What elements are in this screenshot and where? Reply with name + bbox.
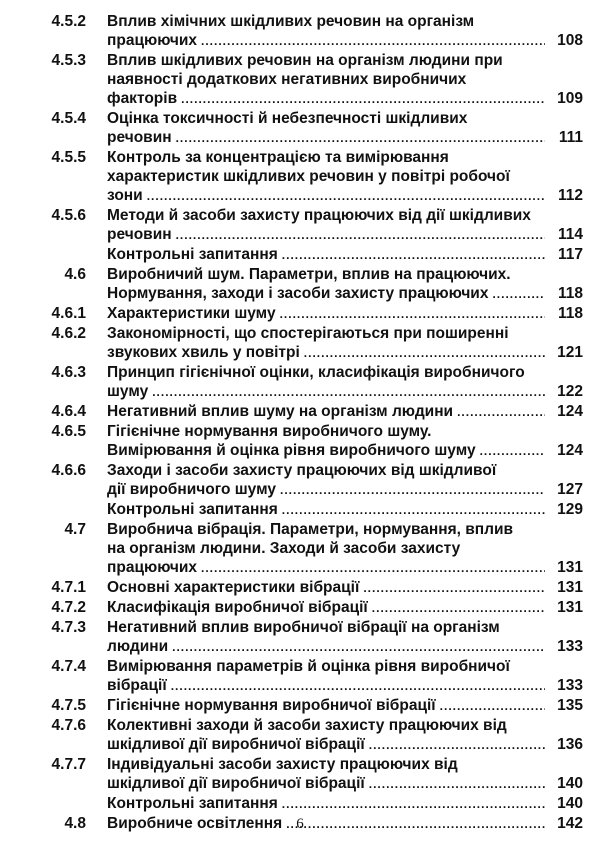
title-last-line bbox=[107, 402, 583, 422]
title-line: Колективні заходи й засоби захисту працюючих від bbox=[107, 717, 507, 734]
section-number: 4.6.2 bbox=[51, 325, 86, 342]
page-ref: 136 bbox=[557, 736, 583, 753]
title-last-line bbox=[107, 558, 583, 578]
title-line: Методи й засоби захисту працюючих від дії шкідливих bbox=[107, 207, 531, 224]
title-line: шкідливої дії виробничої вібрації bbox=[107, 736, 365, 753]
dot-leader bbox=[152, 383, 545, 402]
page-ref: 133 bbox=[557, 638, 583, 655]
section-title bbox=[107, 520, 583, 578]
dot-leader bbox=[171, 677, 545, 696]
section-title bbox=[107, 500, 583, 520]
title-line: шкідливої дії виробничої вібрації bbox=[107, 775, 365, 792]
toc-entry bbox=[0, 304, 600, 324]
title-last-line bbox=[107, 774, 583, 794]
page-ref: 118 bbox=[557, 305, 583, 322]
title-last-line bbox=[107, 676, 583, 696]
toc-entry bbox=[0, 109, 600, 148]
title-last-line bbox=[107, 480, 583, 500]
page-ref: 124 bbox=[557, 403, 583, 420]
toc-entry bbox=[0, 794, 600, 814]
page-ref: 131 bbox=[557, 579, 583, 596]
title-line: вібрації bbox=[107, 677, 167, 694]
section-number: 4.5.2 bbox=[51, 13, 86, 30]
section-title bbox=[107, 578, 583, 598]
dot-leader bbox=[282, 501, 545, 520]
title-line: Вплив шкідливих речовин на організм людини при bbox=[107, 52, 503, 69]
section-number: 4.7.3 bbox=[51, 619, 86, 636]
section-title bbox=[107, 716, 583, 755]
title-line: Виробничий шум. Параметри, вплив на працюючих. bbox=[107, 266, 511, 283]
title-last-line bbox=[107, 500, 583, 520]
title-line: Вимірювання параметрів й оцінка рівня виробничої bbox=[107, 658, 510, 675]
section-number: 4.5.4 bbox=[51, 110, 86, 127]
dot-leader bbox=[280, 305, 545, 324]
section-title bbox=[107, 206, 583, 245]
toc-entry bbox=[0, 206, 600, 245]
title-line: Контрольні запитання bbox=[107, 795, 278, 812]
section-number: 4.5.6 bbox=[51, 207, 86, 224]
toc-entry bbox=[0, 51, 600, 109]
title-line: Контроль за концентрацією та вимірювання bbox=[107, 149, 449, 166]
page-ref: 108 bbox=[557, 32, 583, 49]
page-ref: 142 bbox=[557, 815, 583, 832]
toc-entry bbox=[0, 148, 600, 206]
section-title bbox=[107, 109, 583, 148]
toc-entry bbox=[0, 402, 600, 422]
section-number: 4.7.7 bbox=[51, 756, 86, 773]
page-ref: 127 bbox=[557, 481, 583, 498]
title-line: працюючих bbox=[107, 32, 198, 49]
dot-leader bbox=[492, 285, 545, 304]
section-title bbox=[107, 265, 583, 304]
toc-entry bbox=[0, 657, 600, 696]
toc-entry bbox=[0, 520, 600, 578]
page-ref: 121 bbox=[557, 344, 583, 361]
dot-leader bbox=[372, 599, 545, 618]
section-title bbox=[107, 657, 583, 696]
dot-leader bbox=[304, 344, 545, 363]
toc-entry bbox=[0, 578, 600, 598]
title-line: факторів bbox=[107, 90, 178, 107]
title-line: Принцип гігієнічної оцінки, класифікація виробничого bbox=[107, 364, 525, 381]
toc-entry bbox=[0, 696, 600, 716]
toc-entry bbox=[0, 500, 600, 520]
section-title bbox=[107, 402, 583, 422]
section-number: 4.5.5 bbox=[51, 149, 86, 166]
section-title bbox=[107, 422, 583, 461]
title-last-line bbox=[107, 31, 583, 51]
toc-entry bbox=[0, 461, 600, 500]
title-line: Гігієнічне нормування виробничої вібрації bbox=[107, 697, 436, 714]
title-line: Виробнича вібрація. Параметри, нормування, вплив bbox=[107, 521, 514, 538]
section-number: 4.6.5 bbox=[51, 423, 86, 440]
page-ref: 109 bbox=[557, 90, 583, 107]
title-last-line bbox=[107, 441, 583, 461]
title-line: Негативний вплив шуму на організм людини bbox=[107, 403, 454, 420]
section-title bbox=[107, 794, 583, 814]
title-line: Нормування, заходи і засоби захисту працюючих bbox=[107, 285, 489, 302]
dot-leader bbox=[480, 442, 545, 461]
toc-entry bbox=[0, 422, 600, 461]
toc-entry bbox=[0, 324, 600, 363]
section-number: 4.7.1 bbox=[51, 579, 86, 596]
section-number: 4.6 bbox=[64, 266, 86, 283]
dot-leader bbox=[369, 775, 545, 794]
page-ref: 131 bbox=[557, 559, 583, 576]
title-last-line bbox=[107, 128, 583, 148]
title-line: Вплив хімічних шкідливих речовин на організм bbox=[107, 13, 475, 30]
section-title bbox=[107, 755, 583, 794]
title-line: звукових хвиль у повітрі bbox=[107, 344, 300, 361]
section-title bbox=[107, 51, 583, 109]
dot-leader bbox=[176, 226, 545, 245]
dot-leader bbox=[369, 736, 545, 755]
section-number: 4.6.3 bbox=[51, 364, 86, 381]
section-title bbox=[107, 598, 583, 618]
page-ref: 111 bbox=[558, 129, 583, 146]
section-number: 4.5.3 bbox=[51, 52, 86, 69]
title-last-line bbox=[107, 225, 583, 245]
title-line: Основні характеристики вібрації bbox=[107, 579, 360, 596]
title-line: Виробниче освітлення bbox=[107, 815, 283, 832]
page-ref: 129 bbox=[557, 501, 583, 518]
dot-leader bbox=[147, 187, 545, 206]
dot-leader bbox=[201, 559, 545, 578]
page-ref: 122 bbox=[557, 383, 583, 400]
title-line: Гігієнічне нормування виробничого шуму. bbox=[107, 423, 432, 440]
title-line: Оцінка токсичності й небезпечності шкідливих bbox=[107, 110, 468, 127]
toc-entry bbox=[0, 245, 600, 265]
title-last-line bbox=[107, 598, 583, 618]
title-line: речовин bbox=[107, 226, 172, 243]
title-last-line bbox=[107, 89, 583, 109]
page-ref: 117 bbox=[557, 246, 583, 263]
section-title bbox=[107, 304, 583, 324]
title-last-line bbox=[107, 186, 583, 206]
section-number: 4.6.6 bbox=[51, 462, 86, 479]
page-ref: 140 bbox=[557, 775, 583, 792]
section-title bbox=[107, 245, 583, 265]
dot-leader bbox=[363, 579, 545, 598]
title-last-line bbox=[107, 343, 583, 363]
page-ref: 135 bbox=[557, 697, 583, 714]
section-number: 4.6.1 bbox=[51, 305, 86, 322]
title-last-line bbox=[107, 696, 583, 716]
section-title bbox=[107, 148, 583, 206]
dot-leader bbox=[181, 90, 545, 109]
title-line: шуму bbox=[107, 383, 149, 400]
title-line: Індивідуальні засоби захисту працюючих від bbox=[107, 756, 458, 773]
dot-leader bbox=[440, 697, 545, 716]
toc-entry bbox=[0, 598, 600, 618]
title-line: працюючих bbox=[107, 559, 198, 576]
title-last-line bbox=[107, 304, 583, 324]
section-title bbox=[107, 12, 583, 51]
title-line: Заходи і засоби захисту працюючих від шкідливої bbox=[107, 462, 497, 479]
toc-entry bbox=[0, 716, 600, 755]
title-last-line bbox=[107, 578, 583, 598]
title-line: Контрольні запитання bbox=[107, 501, 278, 518]
section-number: 4.6.4 bbox=[51, 403, 86, 420]
title-line: дії виробничого шуму bbox=[107, 481, 276, 498]
page-ref: 140 bbox=[557, 795, 583, 812]
section-number: 4.7.5 bbox=[51, 697, 86, 714]
toc-entry bbox=[0, 12, 600, 51]
title-line: наявності додаткових негативних виробничих bbox=[107, 71, 467, 88]
title-line: людини bbox=[107, 638, 169, 655]
table-of-contents bbox=[0, 12, 600, 834]
title-last-line bbox=[107, 735, 583, 755]
title-line: Класифікація виробничої вібрації bbox=[107, 599, 368, 616]
title-line: характеристик шкідливих речовин у повітрі робочої bbox=[107, 168, 510, 185]
title-last-line bbox=[107, 245, 583, 265]
section-title bbox=[107, 363, 583, 402]
page-ref: 124 bbox=[557, 442, 583, 459]
section-title bbox=[107, 324, 583, 363]
title-line: Негативний вплив виробничої вібрації на організм bbox=[107, 619, 500, 636]
dot-leader bbox=[172, 638, 545, 657]
title-line: Характеристики шуму bbox=[107, 305, 276, 322]
title-line: Вимірювання й оцінка рівня виробничого шуму bbox=[107, 442, 476, 459]
title-line: Контрольні запитання bbox=[107, 246, 278, 263]
section-title bbox=[107, 461, 583, 500]
title-last-line bbox=[107, 382, 583, 402]
title-line: зони bbox=[107, 187, 143, 204]
title-line: на організм людини. Заходи й засоби захисту bbox=[107, 540, 461, 557]
section-title bbox=[107, 696, 583, 716]
page-ref: 118 bbox=[557, 285, 583, 302]
section-number: 4.7.4 bbox=[51, 658, 86, 675]
dot-leader bbox=[176, 129, 545, 148]
title-last-line bbox=[107, 794, 583, 814]
page-ref: 133 bbox=[557, 677, 583, 694]
toc-entry bbox=[0, 755, 600, 794]
dot-leader bbox=[201, 32, 545, 51]
dot-leader bbox=[282, 795, 545, 814]
toc-entry bbox=[0, 618, 600, 657]
dot-leader bbox=[282, 246, 545, 265]
section-number: 4.8 bbox=[64, 815, 86, 832]
section-title bbox=[107, 618, 583, 657]
title-last-line bbox=[107, 284, 583, 304]
title-last-line bbox=[107, 637, 583, 657]
page-number: 6 bbox=[296, 816, 304, 832]
toc-entry bbox=[0, 265, 600, 304]
title-line: речовин bbox=[107, 129, 172, 146]
dot-leader bbox=[457, 403, 545, 422]
page-ref: 114 bbox=[557, 226, 583, 243]
section-number: 4.7.6 bbox=[51, 717, 86, 734]
dot-leader bbox=[280, 481, 545, 500]
title-line: Закономірності, що спостерігаються при поширенні bbox=[107, 325, 509, 342]
page-ref: 131 bbox=[557, 599, 583, 616]
toc-entry bbox=[0, 363, 600, 402]
section-number: 4.7.2 bbox=[51, 599, 86, 616]
section-number: 4.7 bbox=[64, 521, 86, 538]
page-ref: 112 bbox=[557, 187, 583, 204]
